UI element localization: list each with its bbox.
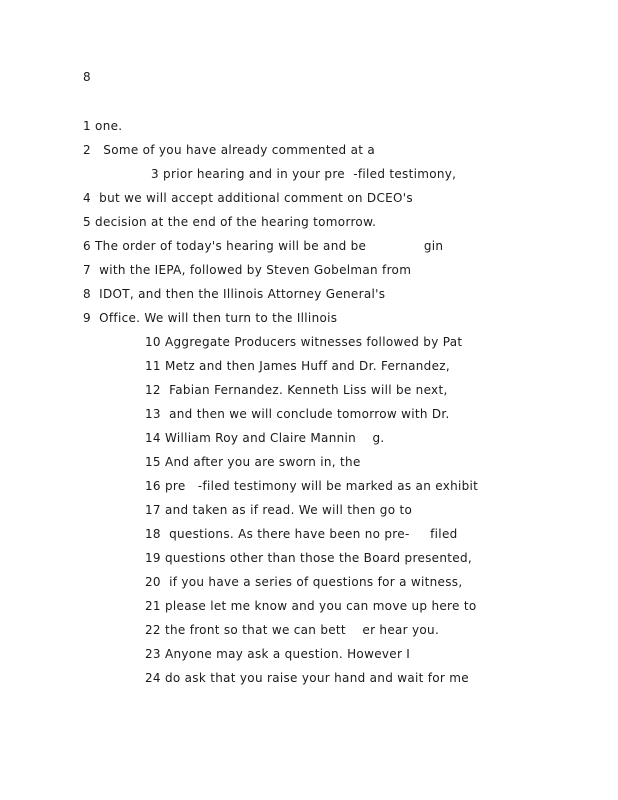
transcript-line-15: 15 And after you are sworn in, the bbox=[145, 455, 361, 469]
transcript-line-6: 6 The order of today's hearing will be and be gin bbox=[83, 239, 444, 253]
transcript-line-14: 14 William Roy and Claire Mannin g. bbox=[145, 431, 385, 445]
transcript-line-11: 11 Metz and then James Huff and Dr. Fernandez, bbox=[145, 359, 450, 373]
transcript-line-17: 17 and taken as if read. We will then go to bbox=[145, 503, 413, 517]
transcript-line-7: 7 with the IEPA, followed by Steven Gobelman from bbox=[83, 263, 412, 277]
transcript-line-8: 8 IDOT, and then the Illinois Attorney General's bbox=[83, 287, 386, 301]
page-number: 8 bbox=[83, 70, 91, 84]
transcript-line-21: 21 please let me know and you can move up here to bbox=[145, 599, 477, 613]
transcript-line-13: 13 and then we will conclude tomorrow with Dr. bbox=[145, 407, 450, 421]
transcript-line-23: 23 Anyone may ask a question. However I bbox=[145, 647, 411, 661]
transcript-line-24: 24 do ask that you raise your hand and wait for me bbox=[145, 671, 469, 685]
transcript-line-12: 12 Fabian Fernandez. Kenneth Liss will be next, bbox=[145, 383, 448, 397]
transcript-line-2: 2 Some of you have already commented at a bbox=[83, 143, 376, 157]
transcript-line-1: 1 one. bbox=[83, 119, 123, 133]
transcript-line-16: 16 pre -filed testimony will be marked as an exhibit bbox=[145, 479, 479, 493]
transcript-line-9: 9 Office. We will then turn to the Illinois bbox=[83, 311, 338, 325]
transcript-line-4: 4 but we will accept additional comment on DCEO's bbox=[83, 191, 413, 205]
transcript-line-3: 3 prior hearing and in your pre -filed testimony, bbox=[151, 167, 457, 181]
transcript-line-10: 10 Aggregate Producers witnesses followed by Pat bbox=[145, 335, 463, 349]
transcript-line-22: 22 the front so that we can bett er hear you. bbox=[145, 623, 440, 637]
transcript-line-19: 19 questions other than those the Board presented, bbox=[145, 551, 472, 565]
transcript-line-20: 20 if you have a series of questions for a witness, bbox=[145, 575, 463, 589]
transcript-line-18: 18 questions. As there have been no pre- filed bbox=[145, 527, 458, 541]
transcript-line-5: 5 decision at the end of the hearing tomorrow. bbox=[83, 215, 377, 229]
